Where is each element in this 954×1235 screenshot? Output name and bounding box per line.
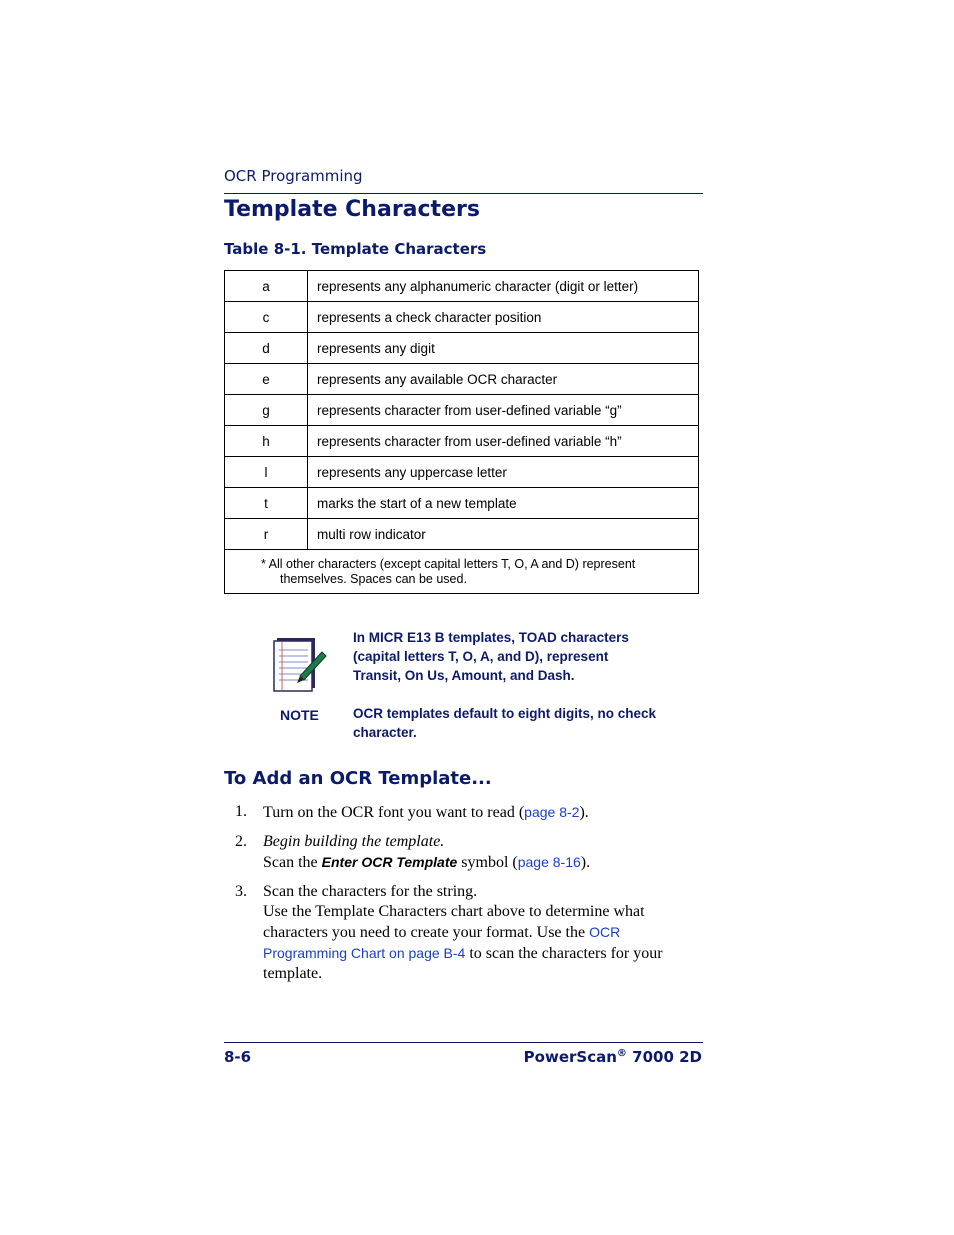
symbol-cell: h bbox=[225, 426, 308, 457]
registered-mark: ® bbox=[616, 1048, 627, 1059]
step-text-after: to scan the characters for your template. bbox=[263, 945, 663, 982]
step-line-1: Scan the characters for the string. bbox=[263, 883, 478, 900]
table-row bbox=[225, 457, 699, 488]
description-cell: represents any available OCR character bbox=[308, 364, 699, 395]
table-row bbox=[225, 395, 699, 426]
symbol-cell: r bbox=[225, 519, 308, 550]
description-cell: represents any uppercase letter bbox=[308, 457, 699, 488]
table-row bbox=[225, 302, 699, 333]
table-footnote-row bbox=[225, 550, 699, 594]
step-number: 2. bbox=[235, 833, 247, 850]
section-header: OCR Programming bbox=[224, 167, 363, 185]
symbol-cell: e bbox=[225, 364, 308, 395]
product-model: 7000 2D bbox=[626, 1048, 702, 1066]
note-label: NOTE bbox=[280, 707, 319, 723]
note-text-2: OCR templates default to eight digits, no check character. bbox=[353, 706, 657, 740]
symbol-name: Enter OCR Template bbox=[321, 854, 458, 870]
symbol-cell: g bbox=[225, 395, 308, 426]
table-row bbox=[225, 426, 699, 457]
product-brand: PowerScan bbox=[523, 1048, 617, 1066]
footnote-line-2: themselves. Spaces can be used. bbox=[280, 571, 467, 586]
table-row bbox=[225, 519, 699, 550]
symbol-cell: a bbox=[225, 271, 308, 302]
step-body bbox=[263, 832, 703, 873]
table-row bbox=[225, 271, 699, 302]
description-cell: represents character from user-defined variable “g” bbox=[308, 395, 699, 426]
notepad-pen-icon bbox=[270, 632, 330, 694]
step-body bbox=[263, 882, 703, 984]
step-body bbox=[263, 802, 703, 823]
step-number: 1. bbox=[235, 803, 247, 820]
table-row bbox=[225, 488, 699, 519]
step-text-after: ). bbox=[579, 804, 589, 821]
step-text-after: ). bbox=[580, 854, 591, 871]
product-name bbox=[524, 1048, 702, 1066]
description-cell: represents any digit bbox=[308, 333, 699, 364]
step-text-mid: symbol ( bbox=[457, 854, 518, 871]
template-characters-table bbox=[224, 270, 699, 594]
step-italic: Begin building the template. bbox=[263, 833, 445, 850]
table-row bbox=[225, 333, 699, 364]
symbol-cell: t bbox=[225, 488, 308, 519]
description-cell: represents a check character position bbox=[308, 302, 699, 333]
step-text: Turn on the OCR font you want to read ( bbox=[263, 804, 525, 821]
page-link[interactable]: page 8-2 bbox=[524, 804, 580, 820]
symbol-cell: d bbox=[225, 333, 308, 364]
description-cell: multi row indicator bbox=[308, 519, 699, 550]
step-text: Use the Template Characters chart above to determine what characters you need to create your format. Use the bbox=[263, 903, 645, 941]
table-caption: Table 8-1. Template Characters bbox=[224, 240, 487, 258]
page-number: 8-6 bbox=[224, 1048, 252, 1066]
step-text: Scan the bbox=[263, 854, 322, 871]
page-link[interactable]: page 8-16 bbox=[517, 854, 581, 870]
description-cell: marks the start of a new template bbox=[308, 488, 699, 519]
description-cell: represents character from user-defined variable “h” bbox=[308, 426, 699, 457]
table-footnote bbox=[225, 550, 699, 594]
symbol-cell: l bbox=[225, 457, 308, 488]
table-row bbox=[225, 364, 699, 395]
description-cell: represents any alphanumeric character (digit or letter) bbox=[308, 271, 699, 302]
page-title: Template Characters bbox=[224, 197, 480, 222]
step-number: 3. bbox=[235, 883, 247, 900]
subsection-title: To Add an OCR Template... bbox=[224, 768, 492, 789]
symbol-cell: c bbox=[225, 302, 308, 333]
chart-link[interactable]: OCR Programming Chart on page B-4 bbox=[263, 924, 621, 961]
footnote-line-1: * All other characters (except capital letters T, O, A and D) represent bbox=[261, 556, 636, 571]
footer-rule bbox=[224, 1042, 703, 1043]
note-text-1: In MICR E13 B templates, TOAD characters (capital letters T, O, A, and D), represent Transit, On Us, Amount, and Dash. bbox=[353, 630, 629, 683]
header-rule bbox=[224, 193, 703, 194]
